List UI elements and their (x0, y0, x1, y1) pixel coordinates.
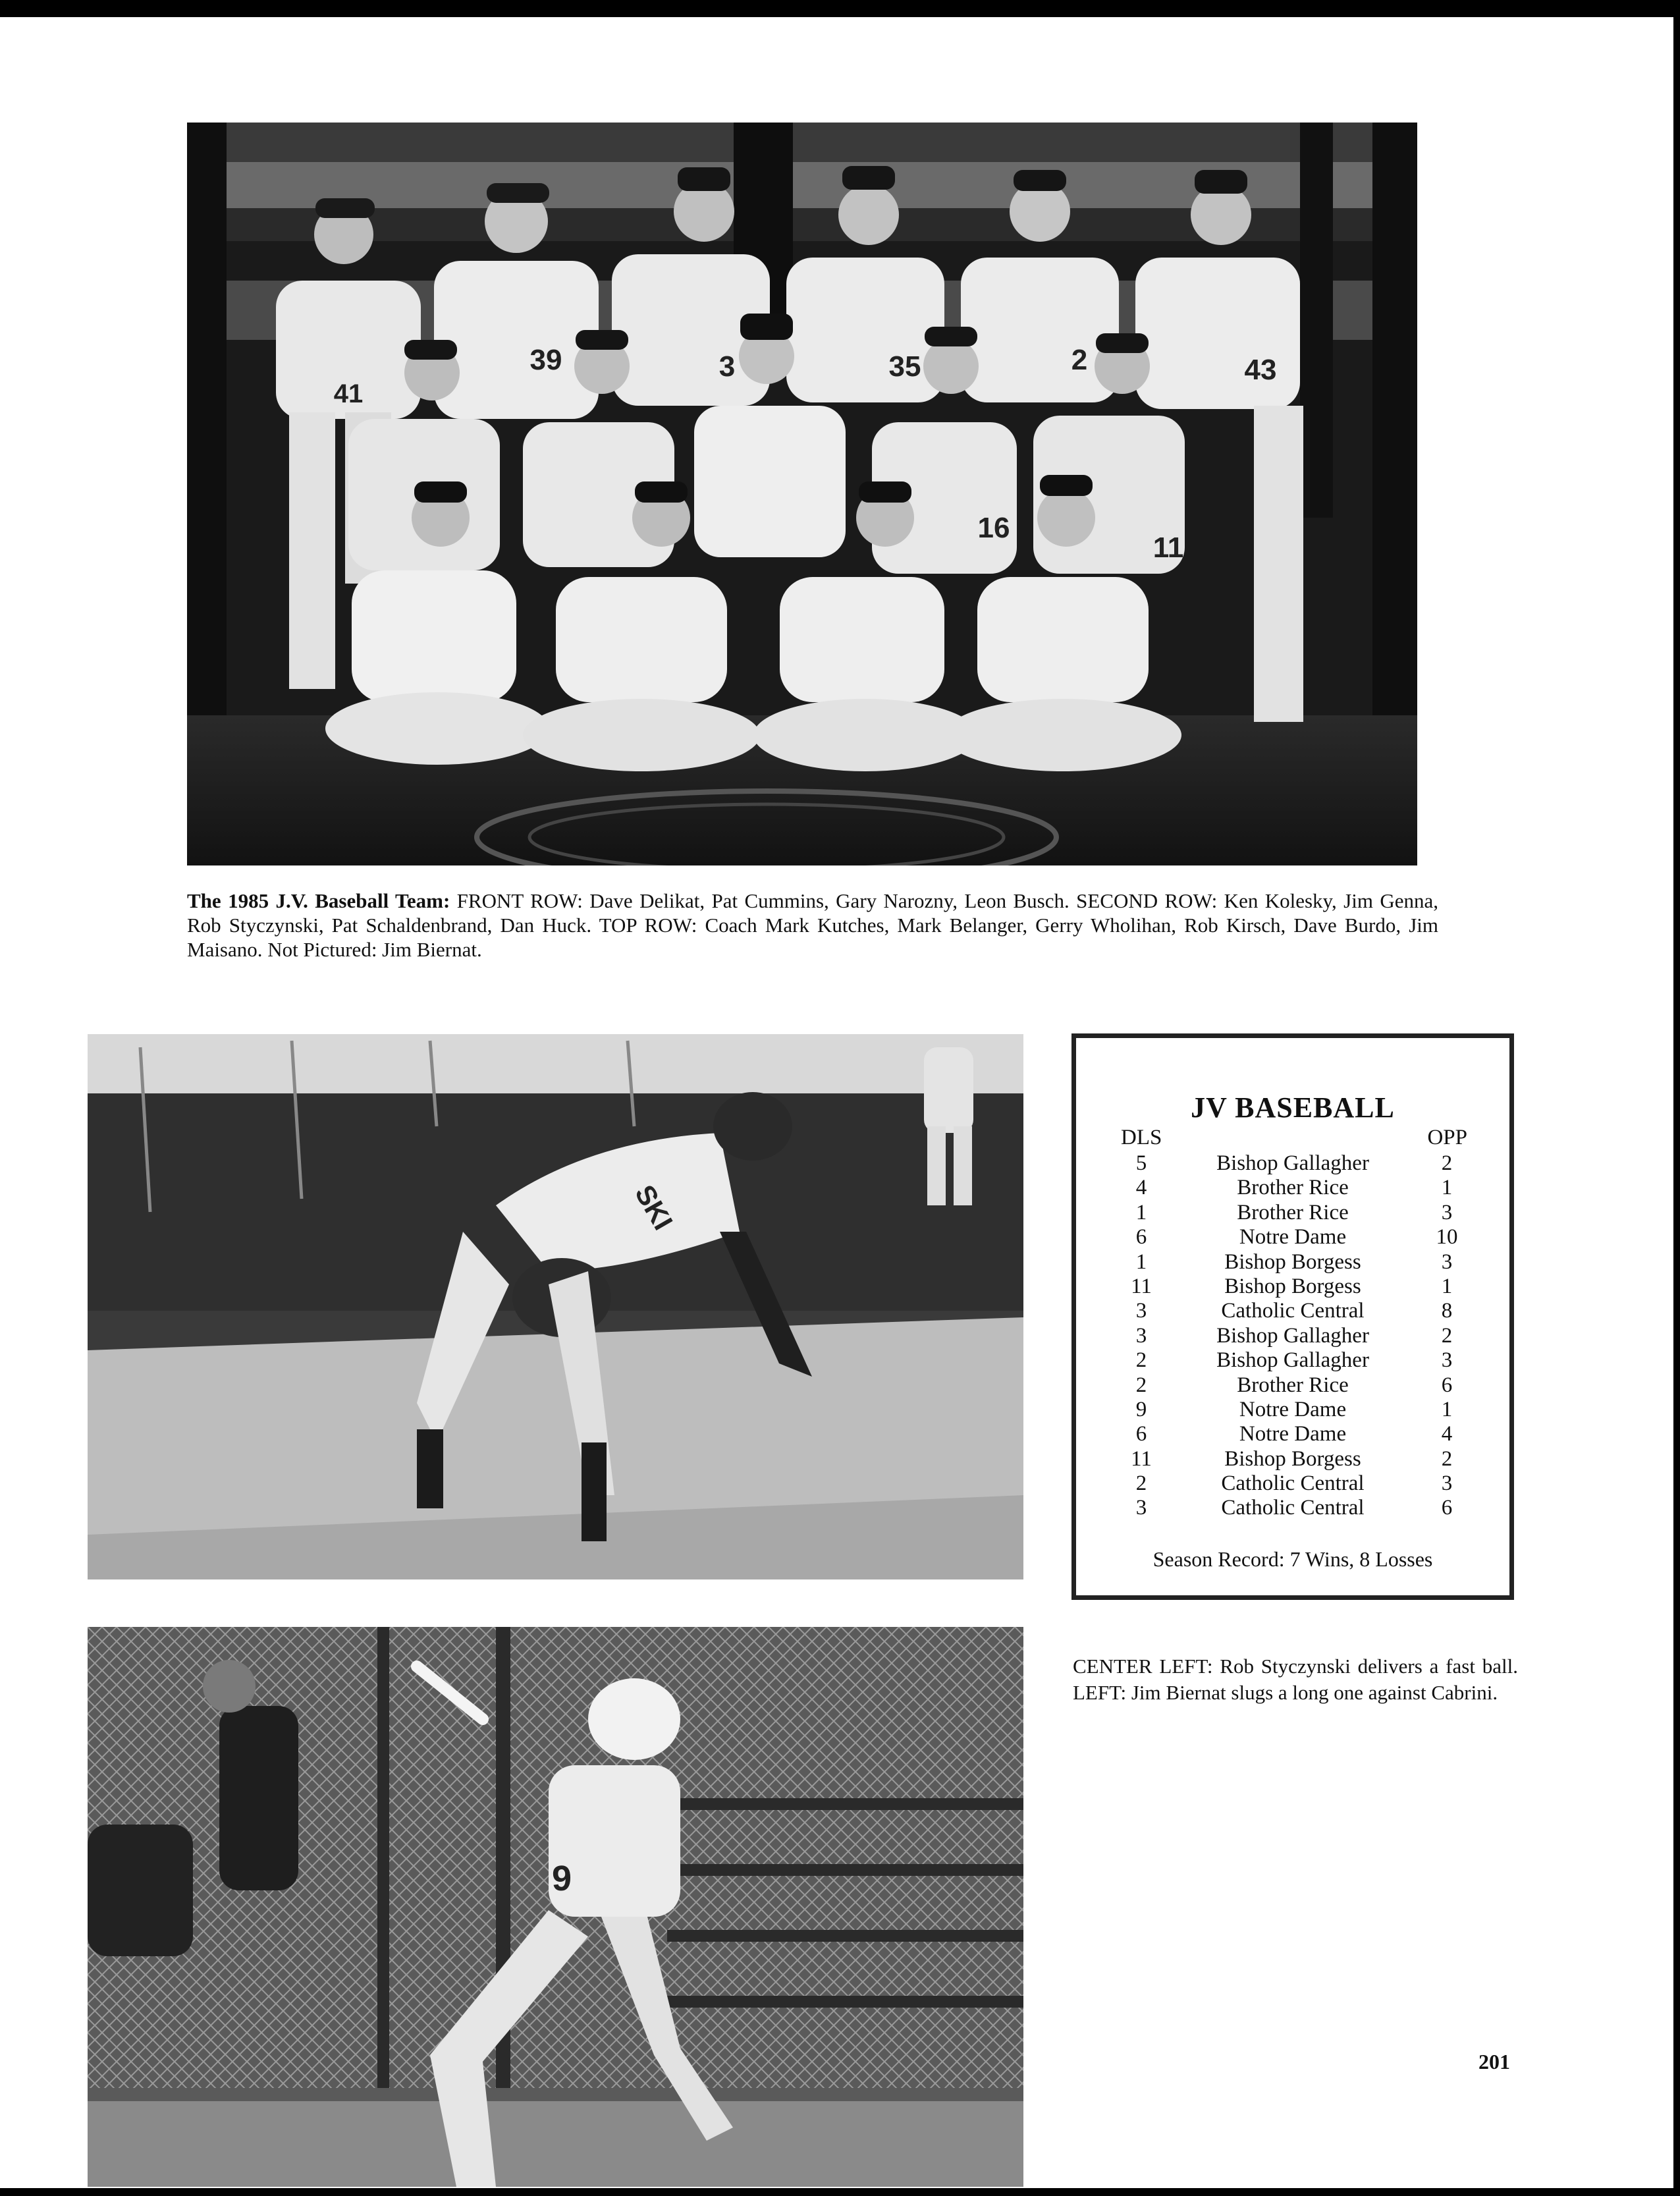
opp-score: 3 (1441, 1249, 1453, 1274)
scan-bottom-border (0, 2188, 1680, 2196)
jersey-number: 2 (1071, 344, 1088, 376)
dls-score: 5 (1135, 1151, 1147, 1175)
opponent-name: Catholic Central (1221, 1471, 1365, 1496)
opp-score: 10 (1436, 1225, 1458, 1249)
opponent-name: Notre Dame (1239, 1397, 1347, 1421)
dls-score: 3 (1135, 1496, 1147, 1520)
dls-score: 6 (1135, 1225, 1147, 1249)
season-record: Season Record: 7 Wins, 8 Losses (1152, 1547, 1433, 1571)
opponent-name: Brother Rice (1237, 1373, 1349, 1397)
opp-score: 3 (1441, 1348, 1453, 1373)
dls-score: 3 (1135, 1323, 1147, 1348)
page-number: 201 (1478, 2050, 1510, 2073)
score-row (1076, 1348, 1509, 1373)
dls-score: 1 (1135, 1249, 1147, 1274)
team-caption-title: The 1985 J.V. Baseball Team: (187, 889, 450, 912)
scoreboard-title: JV BASEBALL (1191, 1091, 1395, 1124)
team-caption-text: FRONT ROW: Dave Delikat, Pat Cummins, Gary Narozny, Leon Busch. SECOND ROW: Ken Kolesky, Jim Genna, Rob Styczynski, Pat Schaldenbrand, Dan Huck. TOP ROW: Coach Mark Kutches, Mark Belanger, Gerry Wholihan, Rob Kirsch, Dave Burdo, Jim Maisano. Not Pictured: Jim Biernat. (187, 889, 1438, 961)
dls-score: 11 (1131, 1446, 1152, 1471)
dls-score: 2 (1135, 1471, 1147, 1496)
jersey-number: 39 (529, 344, 562, 376)
jersey-number: 35 (888, 350, 921, 383)
scan-top-border (0, 0, 1680, 17)
dls-score: 9 (1135, 1397, 1147, 1421)
dls-score: 2 (1135, 1348, 1147, 1373)
opponent-name: Catholic Central (1221, 1299, 1365, 1323)
score-row (1076, 1496, 1509, 1520)
dls-score: 1 (1135, 1200, 1147, 1224)
opp-score: 2 (1441, 1446, 1453, 1471)
opponent-name: Bishop Borgess (1224, 1249, 1361, 1274)
score-row (1076, 1324, 1509, 1348)
opponent-name: Catholic Central (1221, 1496, 1365, 1520)
score-row (1076, 1176, 1509, 1200)
team-photo (187, 123, 1417, 865)
jersey-number: 43 (1244, 354, 1277, 386)
opp-score: 2 (1441, 1323, 1453, 1348)
jersey-number: 3 (718, 350, 736, 383)
score-row (1076, 1201, 1509, 1225)
opp-score: 6 (1441, 1496, 1453, 1520)
score-row (1076, 1250, 1509, 1275)
opponent-name: Notre Dame (1239, 1225, 1347, 1249)
score-row (1076, 1299, 1509, 1323)
pitcher-photo (88, 1034, 1023, 1579)
team-photo-image (187, 123, 1417, 865)
opp-score: 2 (1441, 1151, 1453, 1175)
opp-score: 8 (1441, 1299, 1453, 1323)
score-row (1076, 1422, 1509, 1446)
dls-score: 4 (1135, 1176, 1147, 1200)
opponent-name: Bishop Gallagher (1216, 1323, 1369, 1348)
opp-score: 1 (1441, 1274, 1453, 1298)
batter-jersey-number: 9 (551, 1859, 572, 1898)
opp-score: 1 (1441, 1176, 1453, 1200)
opp-column-header: OPP (1427, 1126, 1467, 1149)
score-row (1076, 1398, 1509, 1422)
dls-score: 2 (1135, 1373, 1147, 1397)
score-row (1076, 1471, 1509, 1496)
score-row (1076, 1447, 1509, 1471)
opp-score: 3 (1441, 1471, 1453, 1496)
jersey-number: 16 (977, 512, 1010, 544)
score-row (1076, 1373, 1509, 1398)
score-row (1076, 1151, 1509, 1176)
opponent-name: Brother Rice (1237, 1200, 1349, 1224)
opponent-name: Notre Dame (1239, 1422, 1347, 1446)
dls-score: 11 (1131, 1274, 1152, 1298)
score-row (1076, 1275, 1509, 1299)
team-photo-caption (187, 889, 1438, 962)
scan-right-border (1673, 0, 1680, 2196)
batter-photo (88, 1627, 1023, 2187)
pitcher-jersey-text: SKI (629, 1180, 679, 1236)
opponent-name: Bishop Borgess (1224, 1274, 1361, 1298)
photo-caption: CENTER LEFT: Rob Styczynski delivers a fast ball. LEFT: Jim Biernat slugs a long one against Cabrini. (1073, 1655, 1518, 1704)
dls-score: 6 (1135, 1422, 1147, 1446)
opponent-name: Bishop Borgess (1224, 1446, 1361, 1471)
jersey-number: 11 (1152, 532, 1184, 564)
dls-score: 3 (1135, 1299, 1147, 1323)
opp-score: 3 (1441, 1200, 1453, 1224)
opp-score: 1 (1441, 1397, 1453, 1421)
score-rows (1076, 1151, 1509, 1521)
jv-baseball-scoreboard (1071, 1033, 1514, 1600)
pitcher-photo-image (88, 1034, 1023, 1579)
opponent-name: Bishop Gallagher (1216, 1348, 1369, 1373)
opp-score: 6 (1441, 1373, 1453, 1397)
score-row (1076, 1225, 1509, 1249)
opponent-name: Brother Rice (1237, 1176, 1349, 1200)
opp-score: 4 (1441, 1422, 1453, 1446)
batter-photo-image (88, 1627, 1023, 2187)
opponent-name: Bishop Gallagher (1216, 1151, 1369, 1175)
jersey-number: 41 (333, 379, 364, 408)
dls-column-header: DLS (1121, 1126, 1162, 1149)
